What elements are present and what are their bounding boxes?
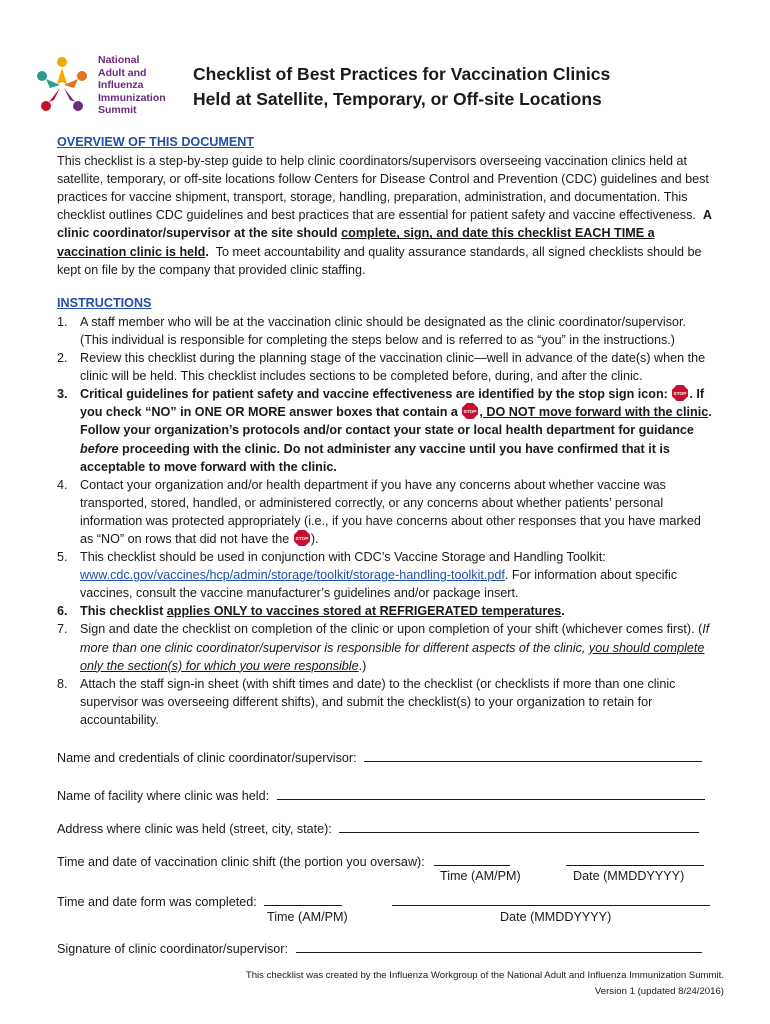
completed-label: Time and date form was completed: xyxy=(57,895,257,909)
footer-credit: This checklist was created by the Influenza Workgroup of the National Adult and Influenza Immunization Summit. xyxy=(245,970,724,981)
list-number: 4. xyxy=(57,477,68,492)
instruction-text: If more than one clinic coordinator/supervisor is responsible for different aspects of the clinic, xyxy=(80,622,710,655)
overview-bold-underlined-text: complete, sign, and date this checklist EACH TIME a vaccination clinic is held xyxy=(57,226,655,259)
instructions-list xyxy=(57,313,717,729)
list-number: 2. xyxy=(57,351,68,366)
completed-row xyxy=(57,892,710,909)
signature-row xyxy=(57,939,702,956)
logo-line: National xyxy=(98,54,140,66)
stop-sign-label: STOP xyxy=(295,536,309,542)
list-item xyxy=(57,476,717,548)
list-number: 3. xyxy=(57,387,68,402)
shift-date-field[interactable] xyxy=(566,852,704,866)
instruction-text: proceeding with the clinic xyxy=(122,441,277,456)
instruction-text: .) xyxy=(358,658,367,673)
list-item xyxy=(57,620,717,674)
page-title xyxy=(193,62,733,112)
instruction-text: Contact your organization and/or health department if you have any concerns about whether vaccine was transported, stored, handled, or administered correctly, or any concerns about whether patients’ personal information was protected appropriately (i.e., if you have concerns about other responses that you have marked as “NO” on rows that did not have the xyxy=(80,477,701,546)
stop-sign-icon xyxy=(672,385,688,401)
list-number: 5. xyxy=(57,550,68,565)
instruction-text: before xyxy=(80,441,119,456)
instruction-text: Attach the staff sign-in sheet (with shift times and date) to the checklist (or checklists if more than one clinic supervisor was overseeing different shifts), and submit the checklist(s) to your organization to retain for accountability. xyxy=(80,676,676,727)
overview-text-end: To meet accountability and quality assurance standards, all signed checklists should be kept on file by the company that provided clinic staffing. xyxy=(57,244,702,277)
document-body xyxy=(57,133,717,729)
list-item xyxy=(57,349,717,385)
list-item xyxy=(57,385,717,475)
instructions-heading: INSTRUCTIONS xyxy=(57,295,152,310)
completed-time-caption: Time (AM/PM) xyxy=(267,910,348,924)
facility-row xyxy=(57,786,705,803)
instruction-text: . Do not administer any vaccine until you have confirmed that it is acceptable to move forward with the clinic. xyxy=(80,441,670,474)
shift-date-caption: Date (MMDDYYYY) xyxy=(573,869,685,883)
completed-date-caption: Date (MMDDYYYY) xyxy=(500,910,612,924)
shift-label: Time and date of vaccination clinic shift (the portion you oversaw): xyxy=(57,855,425,869)
shift-time-caption: Time (AM/PM) xyxy=(440,869,521,883)
logo-text xyxy=(98,54,166,117)
summit-logo xyxy=(30,52,170,118)
list-number: 8. xyxy=(57,676,68,691)
address-label: Address where clinic was held (street, city, state): xyxy=(57,822,332,836)
title-line-1: Checklist of Best Practices for Vaccination Clinics xyxy=(193,64,611,84)
list-item xyxy=(57,602,717,620)
logo-line: Influenza xyxy=(98,79,144,91)
signature-field[interactable] xyxy=(296,939,702,953)
instruction-text: Review this checklist during the planning stage of the vaccination clinic—well in advance of the date(s) when the clinic will be held. This checklist includes sections to be completed before, during, and after the clinic. xyxy=(80,351,706,384)
instruction-text: . If you check “NO” in ONE OR MORE answer boxes that contain a xyxy=(80,387,705,420)
completed-time-field[interactable] xyxy=(264,892,342,906)
list-item xyxy=(57,313,717,349)
stop-sign-icon xyxy=(462,403,478,419)
address-row xyxy=(57,819,699,836)
footer-version: Version 1 (updated 8/24/2016) xyxy=(594,986,724,997)
completed-date-field[interactable] xyxy=(392,892,710,906)
list-number: 7. xyxy=(57,622,68,637)
instruction-text: , DO NOT move forward with the clinic xyxy=(479,405,709,420)
overview-bold-text: A clinic coordinator/supervisor at the site should xyxy=(57,208,712,241)
instruction-text: Sign and date the checklist on completion of the clinic or upon completion of your shift (whichever comes first). ( xyxy=(80,622,703,637)
shift-time-field[interactable] xyxy=(434,852,510,866)
instruction-text: . xyxy=(561,604,565,619)
list-number: 1. xyxy=(57,314,68,329)
stop-sign-label: STOP xyxy=(463,410,477,416)
coordinator-name-field[interactable] xyxy=(364,748,702,762)
logo-line: Summit xyxy=(98,104,137,116)
coordinator-name-label: Name and credentials of clinic coordinator/supervisor: xyxy=(57,751,357,765)
instruction-text: Critical guidelines for patient safety and vaccine effectiveness are identified by the stop sign icon: xyxy=(80,387,668,402)
stop-sign-icon xyxy=(294,530,310,546)
instruction-text: ). xyxy=(310,531,319,546)
instruction-text: This checklist xyxy=(80,604,164,619)
toolkit-link[interactable]: www.cdc.gov/vaccines/hcp/admin/storage/toolkit/storage-handling-toolkit.pdf xyxy=(80,568,505,583)
logo-line: Adult and xyxy=(98,66,147,79)
signature-label: Signature of clinic coordinator/supervisor: xyxy=(57,942,288,956)
instruction-text: you should complete only the section(s) for which you were responsible xyxy=(80,640,705,673)
page-footer xyxy=(246,968,724,1000)
overview-paragraph: This checklist is a step-by-step guide to help clinic coordinators/supervisors overseeing vaccination clinics held at satellite, temporary, or off-site locations follow Centers for Disease Control and Prevention (CDC) guidelines and best practices for vaccine shipment, transport, storage, handling, preparation, administration, and documentation. This checklist outlines CDC guidelines and best practices that are essential for patient safety and vaccine effectiveness. A clinic coordinator/supervisor at the site should complete, sign, and date this checklist EACH TIME a vaccination clinic is held. To meet accountability and quality assurance standards, all signed checklists should be kept on file by the company that provided clinic staffing. xyxy=(57,154,712,277)
instruction-text: applies ONLY to vaccines stored at REFRIGERATED temperatures xyxy=(166,604,562,619)
summit-logo-icon xyxy=(30,52,94,116)
list-number: 6. xyxy=(57,604,68,619)
shift-row xyxy=(57,852,704,869)
facility-field[interactable] xyxy=(277,786,705,800)
list-item xyxy=(57,675,717,729)
coordinator-name-row xyxy=(57,748,702,765)
list-item xyxy=(57,548,717,602)
overview-text: This checklist is a step-by-step guide to help clinic coordinators/supervisors overseeing vaccination clinics held at satellite, temporary, or off-site locations follow Centers for Disease Control and Prevention (CDC) guidelines and best practices for vaccine shipment, transport, storage, handling, preparation, administration, and documentation. This checklist outlines CDC guidelines and best practices that are essential for patient safety and vaccine effectiveness. xyxy=(57,154,709,223)
instruction-text: This checklist should be used in conjunction with CDC’s Vaccine Storage and Handling Toolkit: xyxy=(80,550,606,565)
facility-label: Name of facility where clinic was held: xyxy=(57,789,270,803)
overview-heading: OVERVIEW OF THIS DOCUMENT xyxy=(57,135,255,149)
address-field[interactable] xyxy=(339,819,699,833)
stop-sign-label: STOP xyxy=(673,392,687,398)
instruction-text: . For information about specific vaccines, consult the vaccine manufacturer’s guidelines and/or package insert. xyxy=(80,568,678,601)
logo-line: Immunization xyxy=(98,91,166,104)
title-line-2: Held at Satellite, Temporary, or Off-site Locations xyxy=(193,89,602,109)
instruction-text: A staff member who will be at the vaccination clinic should be designated as the clinic coordinator/supervisor. (This individual is responsible for completing the steps below and is referred to as “you” in the instructions.) xyxy=(80,314,686,347)
instruction-text: . Follow your organization’s protocols and/or contact your state or local health department for guidance xyxy=(80,405,712,438)
